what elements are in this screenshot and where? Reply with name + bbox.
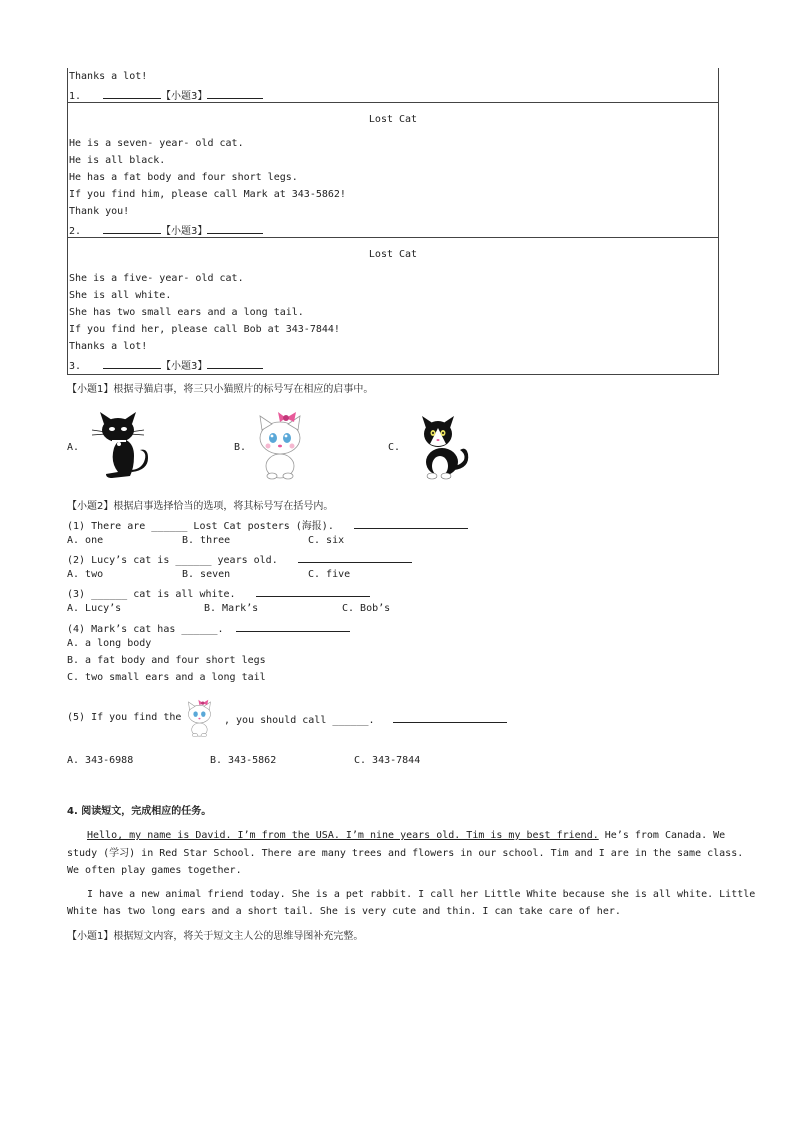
poster3-line: She has two small ears and a long tail. <box>69 307 304 318</box>
answer-blank[interactable] <box>393 712 507 723</box>
q2-item-5-pre: (5) If you find the <box>67 712 182 723</box>
poster3-line: Thanks a lot! <box>69 341 148 352</box>
answer-blank[interactable] <box>298 552 412 563</box>
passage-p1-line2: study (学习) in Red Star School. There are many trees and flowers in our school. Tim and I are in the same class. <box>67 848 744 859</box>
passage-p1-line1: Hello, my name is David. I’m from the USA. I’m nine years old. Tim is my best friend. He’s from Canada. We <box>87 830 726 841</box>
q2-opt: A. one <box>67 535 104 546</box>
q2-opt: C. two small ears and a long tail <box>67 672 266 683</box>
passage-p2-line1: I have a new animal friend today. She is a pet rabbit. I call her Little White because she is all white. Little <box>87 889 756 900</box>
answer-blank[interactable] <box>236 621 350 632</box>
answer-blank[interactable] <box>207 88 263 99</box>
q2-opt: C. five <box>308 569 351 580</box>
poster3-line: If you find her, please call Bob at 343-7844! <box>69 324 340 335</box>
q2-instruction: 【小题2】根据启事选择恰当的选项，将其标号写在括号内。 <box>67 501 334 512</box>
section4-task: 【小题1】根据短文内容，将关于短文主人公的思维导图补充完整。 <box>67 931 364 942</box>
q2-opt: C. Bob’s <box>342 603 391 614</box>
option-b-label: B. <box>234 442 247 453</box>
poster2-title: Lost Cat <box>368 114 418 125</box>
passage-p2-line2: White has two long ears and a short tail. She is very cute and thin. I can take care of her. <box>67 906 621 917</box>
poster2-line: He is a seven- year- old cat. <box>69 138 244 149</box>
q1-instruction: 【小题1】根据寻猫启事，将三只小猫照片的标号写在相应的启事中。 <box>67 384 374 395</box>
q2-item-4: (4) Mark’s cat has ______. <box>67 621 350 636</box>
answer-blank[interactable] <box>256 586 370 597</box>
q2-opt: B. a fat body and four short legs <box>67 655 266 666</box>
q2-opt: A. two <box>67 569 104 580</box>
poster3-line: She is a five- year- old cat. <box>69 273 244 284</box>
q2-item-1: (1) There are ______ Lost Cat posters (海报). <box>67 518 468 533</box>
answer-blank[interactable] <box>207 358 263 369</box>
poster1-tail: Thanks a lot! <box>69 71 148 82</box>
black-cat-image <box>88 410 158 482</box>
poster2-line: He is all black. <box>69 155 166 166</box>
poster2-answer-line: 2. 【小题3】 <box>69 223 263 238</box>
q2-item-2: (2) Lucy’s cat is ______ years old. <box>67 552 412 567</box>
q2-item-3: (3) ______ cat is all white. <box>67 586 370 601</box>
poster1-answer-line: 1. 【小题3】 <box>69 88 263 103</box>
answer-blank[interactable] <box>103 88 161 99</box>
white-cat-image <box>252 408 310 482</box>
section4-heading: 4. 阅读短文，完成相应的任务。 <box>67 806 212 817</box>
q2-opt: A. a long body <box>67 638 152 649</box>
passage-p1-line3: We often play games together. <box>67 865 242 876</box>
q2-opt: C. six <box>308 535 345 546</box>
q2-opt: A. Lucy’s <box>67 603 122 614</box>
q2-opt: C. 343-7844 <box>354 755 421 766</box>
q2-opt: A. 343-6988 <box>67 755 134 766</box>
q2-opt: B. Mark’s <box>204 603 259 614</box>
q2-item-5-post: , you should call ______. <box>224 712 507 727</box>
black-white-cat-image <box>414 414 474 482</box>
poster3-line: She is all white. <box>69 290 172 301</box>
answer-blank[interactable] <box>207 223 263 234</box>
poster3-title: Lost Cat <box>368 249 418 260</box>
small-white-cat-icon <box>184 694 216 742</box>
q2-opt: B. seven <box>182 569 231 580</box>
q2-opt: B. three <box>182 535 231 546</box>
answer-blank[interactable] <box>354 518 468 529</box>
q2-opt: B. 343-5862 <box>210 755 277 766</box>
poster3-answer-line: 3. 【小题3】 <box>69 358 263 373</box>
poster2-line: Thank you! <box>69 206 130 217</box>
answer-blank[interactable] <box>103 223 161 234</box>
poster2-line: If you find him, please call Mark at 343-5862! <box>69 189 346 200</box>
poster2-line: He has a fat body and four short legs. <box>69 172 298 183</box>
option-a-label: A. <box>67 442 80 453</box>
option-c-label: C. <box>388 442 401 453</box>
answer-blank[interactable] <box>103 358 161 369</box>
